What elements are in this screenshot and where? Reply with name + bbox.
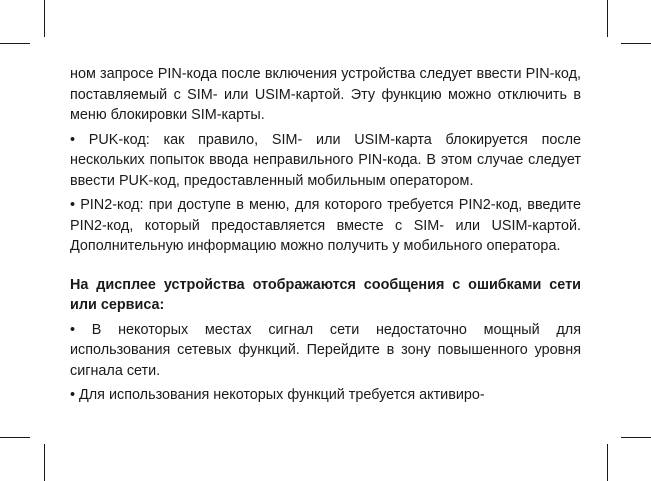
section-spacer [70, 257, 581, 275]
crop-mark-bottom-left-vertical [44, 444, 45, 481]
crop-mark-bottom-left-horizontal [0, 437, 30, 438]
paragraph-activation: • Для использования некоторых функций требуется активиро- [70, 387, 485, 403]
crop-mark-bottom-right-vertical [607, 444, 608, 481]
crop-mark-top-right-vertical [607, 0, 608, 37]
crop-mark-top-left-horizontal [0, 43, 30, 44]
crop-mark-top-right-horizontal [621, 43, 651, 44]
paragraph-pin2-code: • PIN2-код: при доступе в меню, для которого требуется PIN2-код, введите PIN2-код, который предоставляется вместе с SIM- или USIM-картой. Дополнительную информацию можно получить у мобильного оператора. [70, 197, 581, 254]
crop-mark-bottom-right-horizontal [621, 437, 651, 438]
paragraph-pin-continuation: ном запросе PIN-кода после включения устройства следует ввести PIN-код, поставляемый с SIM- или USIM-картой. Эту функцию можно отключить в меню блокировки SIM-карты. [70, 66, 581, 123]
paragraph-weak-signal: • В некоторых местах сигнал сети недостаточно мощный для использования сетевых функций. Перейдите в зону повышенного уровня сигнала сети. [70, 321, 581, 379]
paragraph-puk-code: • PUK-код: как правило, SIM- или USIM-карта блокируется после нескольких попыток ввода неправильного PIN-кода. В этом случае следует ввести PUK-код, предоставленный мобильным оператором. [70, 131, 581, 189]
section-heading: На дисплее устройства отображаются сообщения с ошибками сети или сервиса: [70, 276, 581, 313]
page-content [70, 64, 581, 406]
crop-mark-top-left-vertical [44, 0, 45, 37]
